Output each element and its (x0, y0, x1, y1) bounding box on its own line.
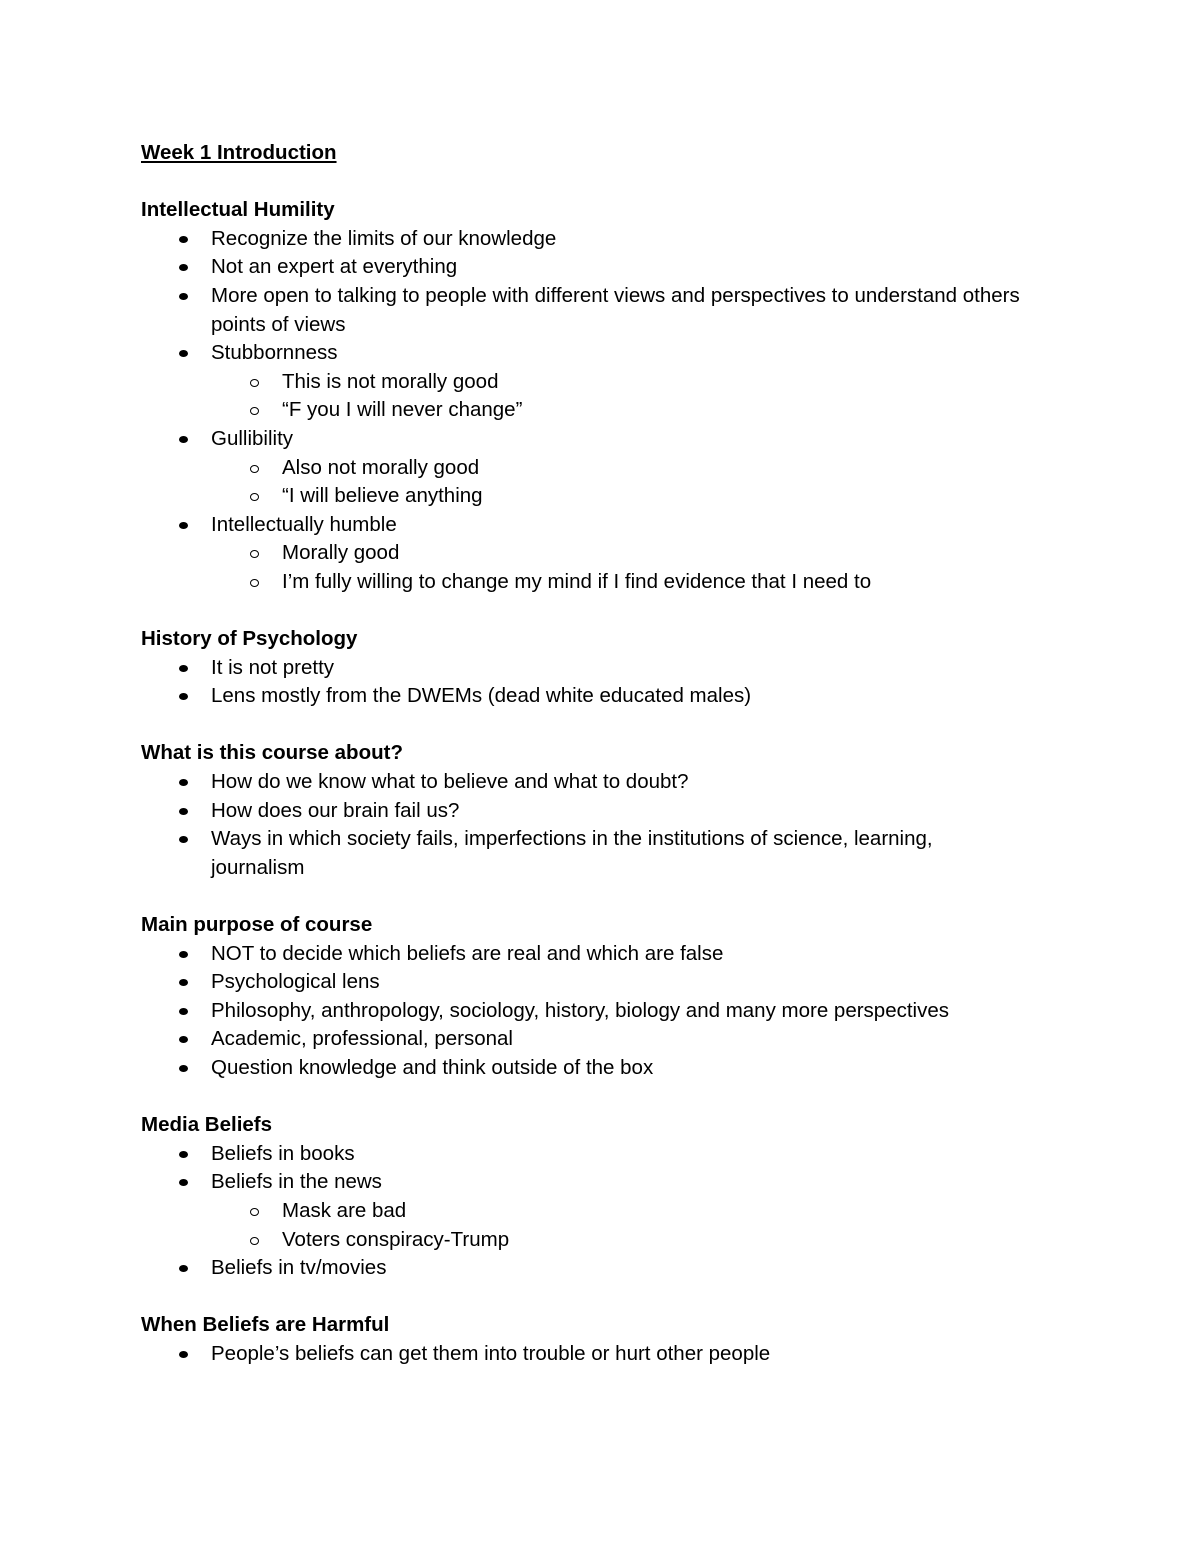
hollow-bullet-icon (250, 1237, 259, 1245)
filled-bullet-icon (179, 350, 188, 357)
filled-bullet-icon (179, 264, 188, 271)
section-heading: When Beliefs are Harmful (141, 1313, 390, 1337)
filled-bullet-icon (179, 436, 188, 443)
hollow-bullet-icon (250, 550, 259, 558)
section-heading: Media Beliefs (141, 1113, 273, 1137)
hollow-bullet-icon (250, 407, 259, 415)
filled-bullet-icon (179, 522, 188, 529)
list-item: It is not pretty (141, 654, 1021, 683)
section-heading: Main purpose of course (141, 913, 373, 937)
list-item: Philosophy, anthropology, sociology, history, biology and many more perspectives (141, 997, 1021, 1026)
hollow-bullet-icon (250, 493, 259, 501)
filled-bullet-icon (179, 1265, 188, 1272)
hollow-bullet-icon (250, 379, 259, 387)
bullet-list (141, 225, 1021, 597)
filled-bullet-icon (179, 693, 188, 700)
bullet-list (141, 940, 1021, 1083)
filled-bullet-icon (179, 836, 188, 843)
sub-list-item: Voters conspiracy-Trump (211, 1226, 1021, 1255)
bullet-list (141, 768, 1021, 882)
filled-bullet-icon (179, 1151, 188, 1158)
filled-bullet-icon (179, 808, 188, 815)
bullet-list (141, 654, 1021, 711)
section-heading: What is this course about? (141, 741, 403, 765)
list-item: Ways in which society fails, imperfections in the institutions of science, learning, journalism (141, 825, 1021, 882)
list-item: Question knowledge and think outside of the box (141, 1054, 1021, 1083)
list-item: Psychological lens (141, 968, 1021, 997)
section-intellectual-humility (141, 196, 1021, 596)
list-item: Stubbornness This is not morally good “F you I will never change” (141, 339, 1021, 425)
section-beliefs-harmful (141, 1311, 1021, 1368)
section-media-beliefs (141, 1111, 1021, 1283)
filled-bullet-icon (179, 1008, 188, 1015)
sub-list-item: Morally good (211, 539, 1021, 568)
list-item: People’s beliefs can get them into trouble or hurt other people (141, 1340, 1021, 1369)
sub-list-item: “I will believe anything (211, 482, 1021, 511)
list-item: Recognize the limits of our knowledge (141, 225, 1021, 254)
filled-bullet-icon (179, 236, 188, 243)
hollow-bullet-icon (250, 579, 259, 587)
list-item: Lens mostly from the DWEMs (dead white educated males) (141, 682, 1021, 711)
list-item: How do we know what to believe and what to doubt? (141, 768, 1021, 797)
section-heading: History of Psychology (141, 627, 358, 651)
sub-list-item: I’m fully willing to change my mind if I find evidence that I need to (211, 568, 1021, 597)
list-item: Beliefs in the news Mask are bad Voters conspiracy-Trump (141, 1168, 1021, 1254)
document-title: Week 1 Introduction (141, 141, 337, 164)
filled-bullet-icon (179, 1351, 188, 1358)
filled-bullet-icon (179, 1179, 188, 1186)
filled-bullet-icon (179, 665, 188, 672)
list-item: More open to talking to people with different views and perspectives to understand others points of views (141, 282, 1021, 339)
list-item: Intellectually humble Morally good I’m fully willing to change my mind if I find evidence that I need to (141, 511, 1021, 597)
list-item: Beliefs in tv/movies (141, 1254, 1021, 1283)
sub-bullet-list (141, 454, 1021, 511)
list-item: Gullibility Also not morally good “I will believe anything (141, 425, 1021, 511)
section-main-purpose (141, 911, 1021, 1083)
filled-bullet-icon (179, 1036, 188, 1043)
sub-bullet-list (141, 539, 1021, 596)
filled-bullet-icon (179, 951, 188, 958)
filled-bullet-icon (179, 779, 188, 786)
filled-bullet-icon (179, 293, 188, 300)
sub-list-item: “F you I will never change” (211, 396, 1021, 425)
list-item: How does our brain fail us? (141, 797, 1021, 826)
section-heading: Intellectual Humility (141, 198, 335, 222)
hollow-bullet-icon (250, 465, 259, 473)
list-item: Academic, professional, personal (141, 1025, 1021, 1054)
list-item: NOT to decide which beliefs are real and which are false (141, 940, 1021, 969)
filled-bullet-icon (179, 1065, 188, 1072)
list-item: Beliefs in books (141, 1140, 1021, 1169)
bullet-list (141, 1140, 1021, 1283)
list-item: Not an expert at everything (141, 253, 1021, 282)
hollow-bullet-icon (250, 1208, 259, 1216)
sub-list-item: Also not morally good (211, 454, 1021, 483)
section-course-about (141, 739, 1021, 882)
sub-bullet-list (141, 368, 1021, 425)
sub-bullet-list (141, 1197, 1021, 1254)
bullet-list (141, 1340, 1021, 1369)
sub-list-item: Mask are bad (211, 1197, 1021, 1226)
filled-bullet-icon (179, 979, 188, 986)
document-page (141, 139, 1021, 1397)
sub-list-item: This is not morally good (211, 368, 1021, 397)
section-history-of-psychology (141, 625, 1021, 711)
